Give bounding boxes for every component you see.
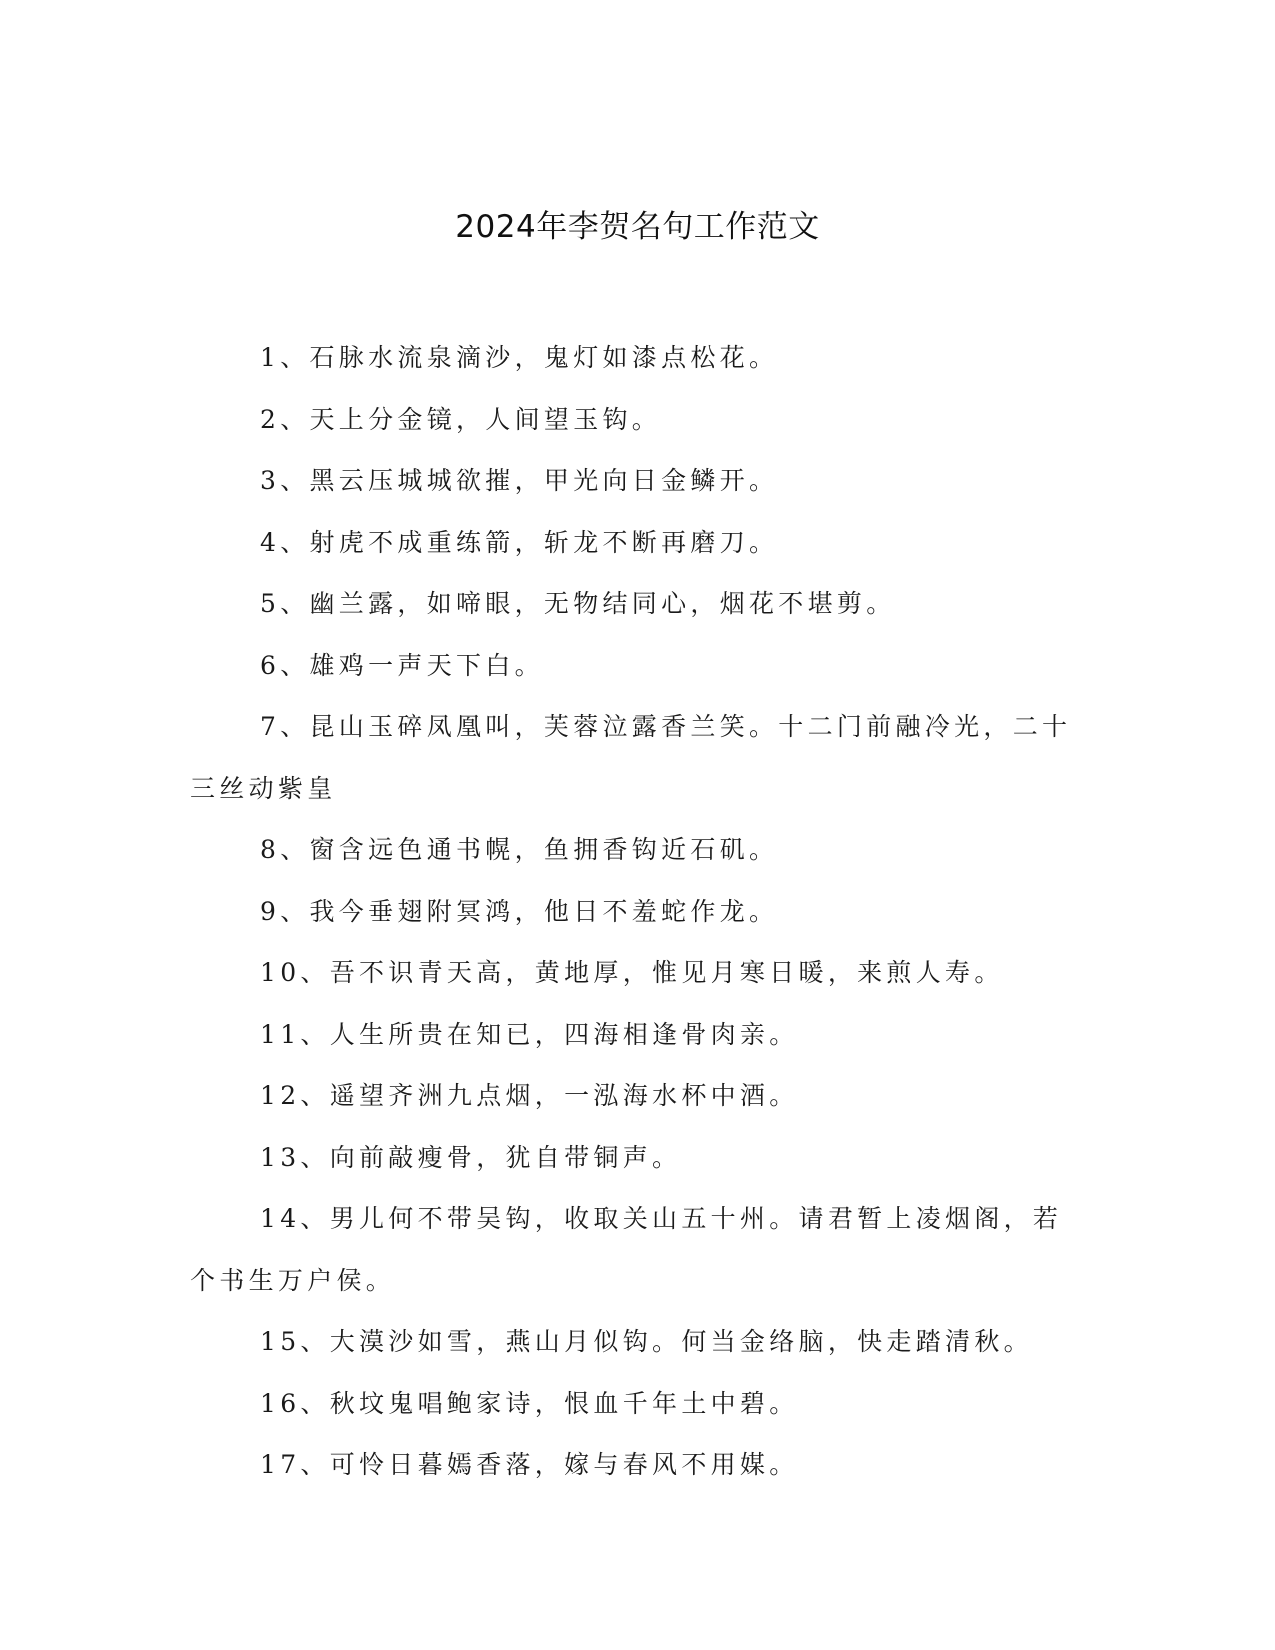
- list-item-12: 12、遥望齐洲九点烟，一泓海水杯中酒。: [260, 1081, 799, 1110]
- list-item-6: 6、雄鸡一声天下白。: [260, 650, 544, 680]
- list-item-13: 13、向前敲瘦骨，犹自带铜声。: [260, 1142, 682, 1172]
- list-item-15: 15、大漠沙如雪，燕山月似钩。何当金络脑，快走踏清秋。: [260, 1327, 1033, 1356]
- list-item-14: 14、男儿何不带吴钩，收取关山五十州。请君暂上凌烟阁，若个书生万户侯。: [190, 1204, 1063, 1295]
- list-item-2: 2、天上分金镜，人间望玉钩。: [260, 404, 662, 434]
- document-title: 2024年李贺名句工作范文: [455, 209, 820, 245]
- list-item-10: 10、吾不识青天高，黄地厚，惟见月寒日暖，来煎人寿。: [260, 958, 1004, 987]
- document-body: [190, 327, 1080, 1496]
- list-item-8: 8、窗含远色通书幌，鱼拥香钩近石矶。: [260, 835, 779, 864]
- list-item-7: 7、昆山玉碎凤凰叫，芙蓉泣露香兰笑。十二门前融冷光，二十三丝动紫皇: [190, 712, 1072, 803]
- list-item-1: 1、石脉水流泉滴沙，鬼灯如漆点松花。: [260, 343, 779, 372]
- list-item-4: 4、射虎不成重练箭，斩龙不断再磨刀。: [260, 527, 779, 557]
- list-item-16: 16、秋坟鬼唱鲍家诗，恨血千年土中碧。: [260, 1388, 799, 1418]
- list-item-5: 5、幽兰露，如啼眼，无物结同心，烟花不堪剪。: [260, 589, 896, 618]
- list-item-17: 17、可怜日暮嫣香落，嫁与春风不用媒。: [260, 1450, 799, 1479]
- list-item-11: 11、人生所贵在知已，四海相逢骨肉亲。: [260, 1019, 799, 1049]
- list-item-9: 9、我今垂翅附冥鸿，他日不羞蛇作龙。: [260, 896, 779, 926]
- list-item-3: 3、黑云压城城欲摧，甲光向日金鳞开。: [260, 466, 779, 495]
